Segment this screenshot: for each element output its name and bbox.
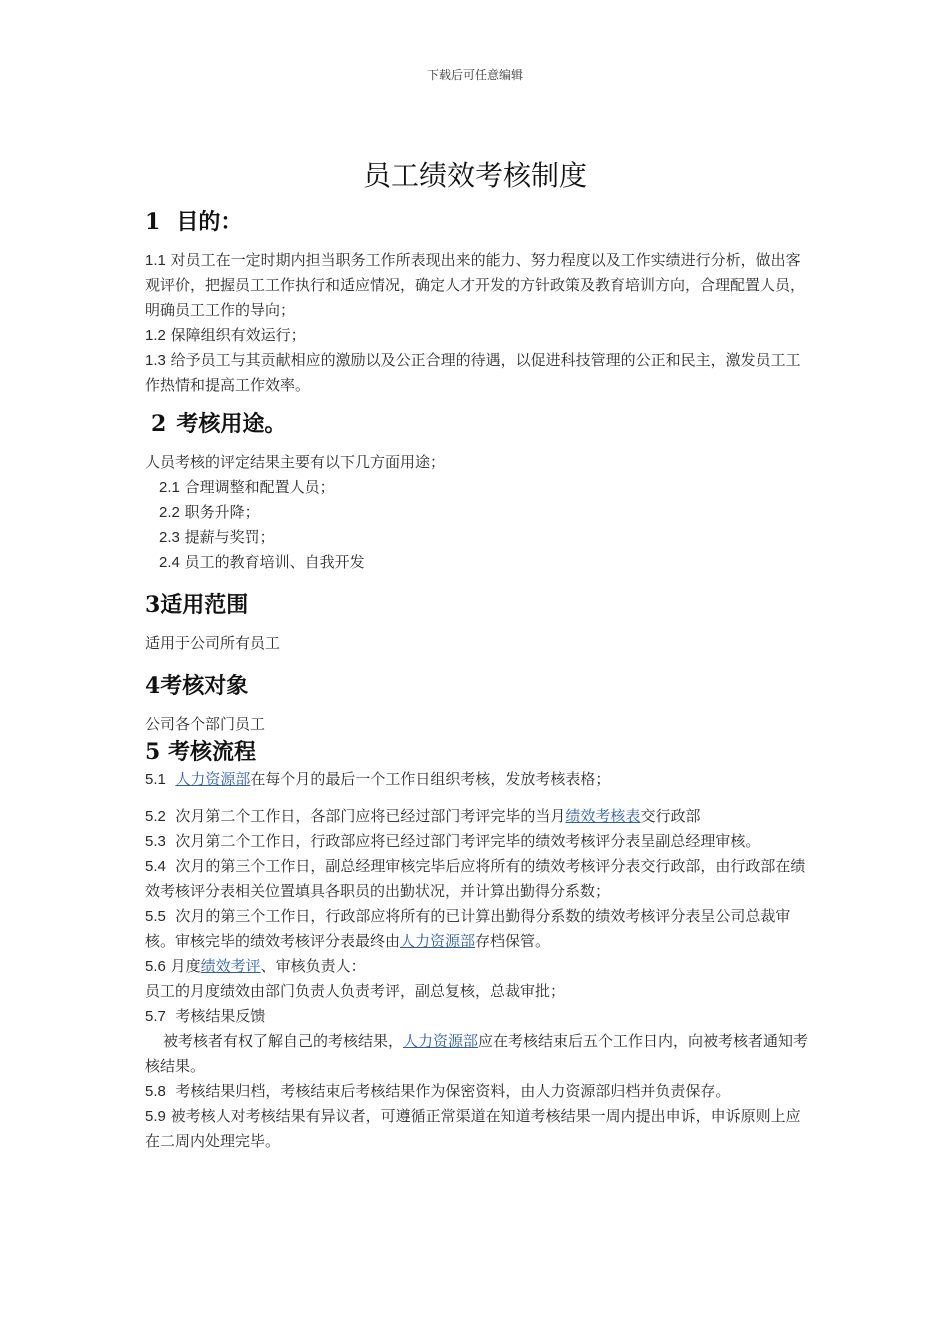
hr-department-link[interactable]: 人力资源部 <box>175 770 251 788</box>
paragraph-1-1: 1.1 对员工在一定时期内担当职务工作所表现出来的能力、努力程度以及工作实绩进行分析，做出客观评价，把握员工工作执行和适应情况，确定人才开发的方针政策及教育培训方向，合理配置人员，明确员工工作的导向； <box>145 251 806 319</box>
paragraph-5-9: 5.9 被考核人对考核结果有异议者，可遵循正常渠道在知道考核结果一周内提出申诉，申诉原则上应在二周内处理完毕。 <box>145 1107 801 1150</box>
paragraph-5-2: 5.2 次月第二个工作日，各部门应将已经过部门考评完毕的当月绩效考核表交行政部 <box>145 807 701 825</box>
section-3-heading: 3适用范围 <box>145 592 249 618</box>
page-header: 下载后可任意编辑 <box>426 68 523 82</box>
section-1-title: 目的： <box>176 209 243 235</box>
section-3-text: 适用于公司所有员工 <box>145 634 281 652</box>
section-2-heading <box>145 406 810 442</box>
section-2-number: 2 <box>151 411 167 437</box>
paragraph-5-6-body: 员工的月度绩效由部门负责人负责考评，副总复核，总裁审批； <box>145 982 566 1000</box>
section-4-text: 公司各个部门员工 <box>145 715 266 733</box>
paragraph-5-6: 5.6 月度绩效考评、审核负责人： <box>145 957 366 975</box>
paragraph-1-2: 1.2 保障组织有效运行； <box>145 326 306 344</box>
paragraph-1-3: 1.3 给予员工与其贡献相应的激励以及公正合理的待遇，以促进科技管理的公正和民主，激发员工工作热情和提高工作效率。 <box>145 351 801 394</box>
document-title: 员工绩效考核制度 <box>362 159 587 192</box>
paragraph-5-8: 5.8 考核结果归档，考核结束后考核结果作为保密资料，由人力资源部归档并负责保存。 <box>145 1082 731 1100</box>
paragraph-5-7: 5.7 考核结果反馈 <box>145 1007 266 1025</box>
usage-list <box>145 475 810 575</box>
section-1-heading <box>145 204 810 240</box>
performance-form-link[interactable]: 绩效考核表 <box>565 807 641 825</box>
list-item: 2.3 提薪与奖罚； <box>159 528 275 546</box>
list-item: 2.1 合理调整和配置人员； <box>159 478 335 496</box>
section-5-heading: 5 考核流程 <box>145 739 256 765</box>
paragraph-5-5: 5.5 次月的第三个工作日，行政部应将所有的已计算出勤得分系数的绩效考核评分表呈公司总裁审核。审核完毕的绩效考核评分表最终由人力资源部存档保管。 <box>145 907 791 950</box>
hr-department-link[interactable]: 人力资源部 <box>403 1032 479 1050</box>
list-item: 2.2 职务升降； <box>159 503 260 521</box>
hr-department-link[interactable]: 人力资源部 <box>400 932 476 950</box>
paragraph-5-1: 5.1 人力资源部在每个月的最后一个工作日组织考核，发放考核表格； <box>145 770 611 788</box>
section-4-heading: 4考核对象 <box>145 673 249 699</box>
section-1-number: 1 <box>145 209 161 235</box>
paragraph-5-3: 5.3 次月第二个工作日，行政部应将已经过部门考评完毕的绩效考核评分表呈副总经理审核。 <box>145 832 761 850</box>
paragraph-5-7-body: 被考核者有权了解自己的考核结果，人力资源部应在考核结束后五个工作日内，向被考核者通知考核结果。 <box>145 1032 809 1075</box>
paragraph-5-4: 5.4 次月的第三个工作日，副总经理审核完毕后应将所有的绩效考核评分表交行政部，由行政部在绩效考核评分表相关位置填具各职员的出勤状况，并计算出勤得分系数； <box>145 857 806 900</box>
section-2-intro: 人员考核的评定结果主要有以下几方面用途； <box>145 453 446 471</box>
document-body <box>145 204 810 1154</box>
list-item: 2.4 员工的教育培训、自我开发 <box>159 553 365 571</box>
section-2-title: 考核用途。 <box>176 411 287 437</box>
performance-review-link[interactable]: 绩效考评 <box>200 957 261 975</box>
